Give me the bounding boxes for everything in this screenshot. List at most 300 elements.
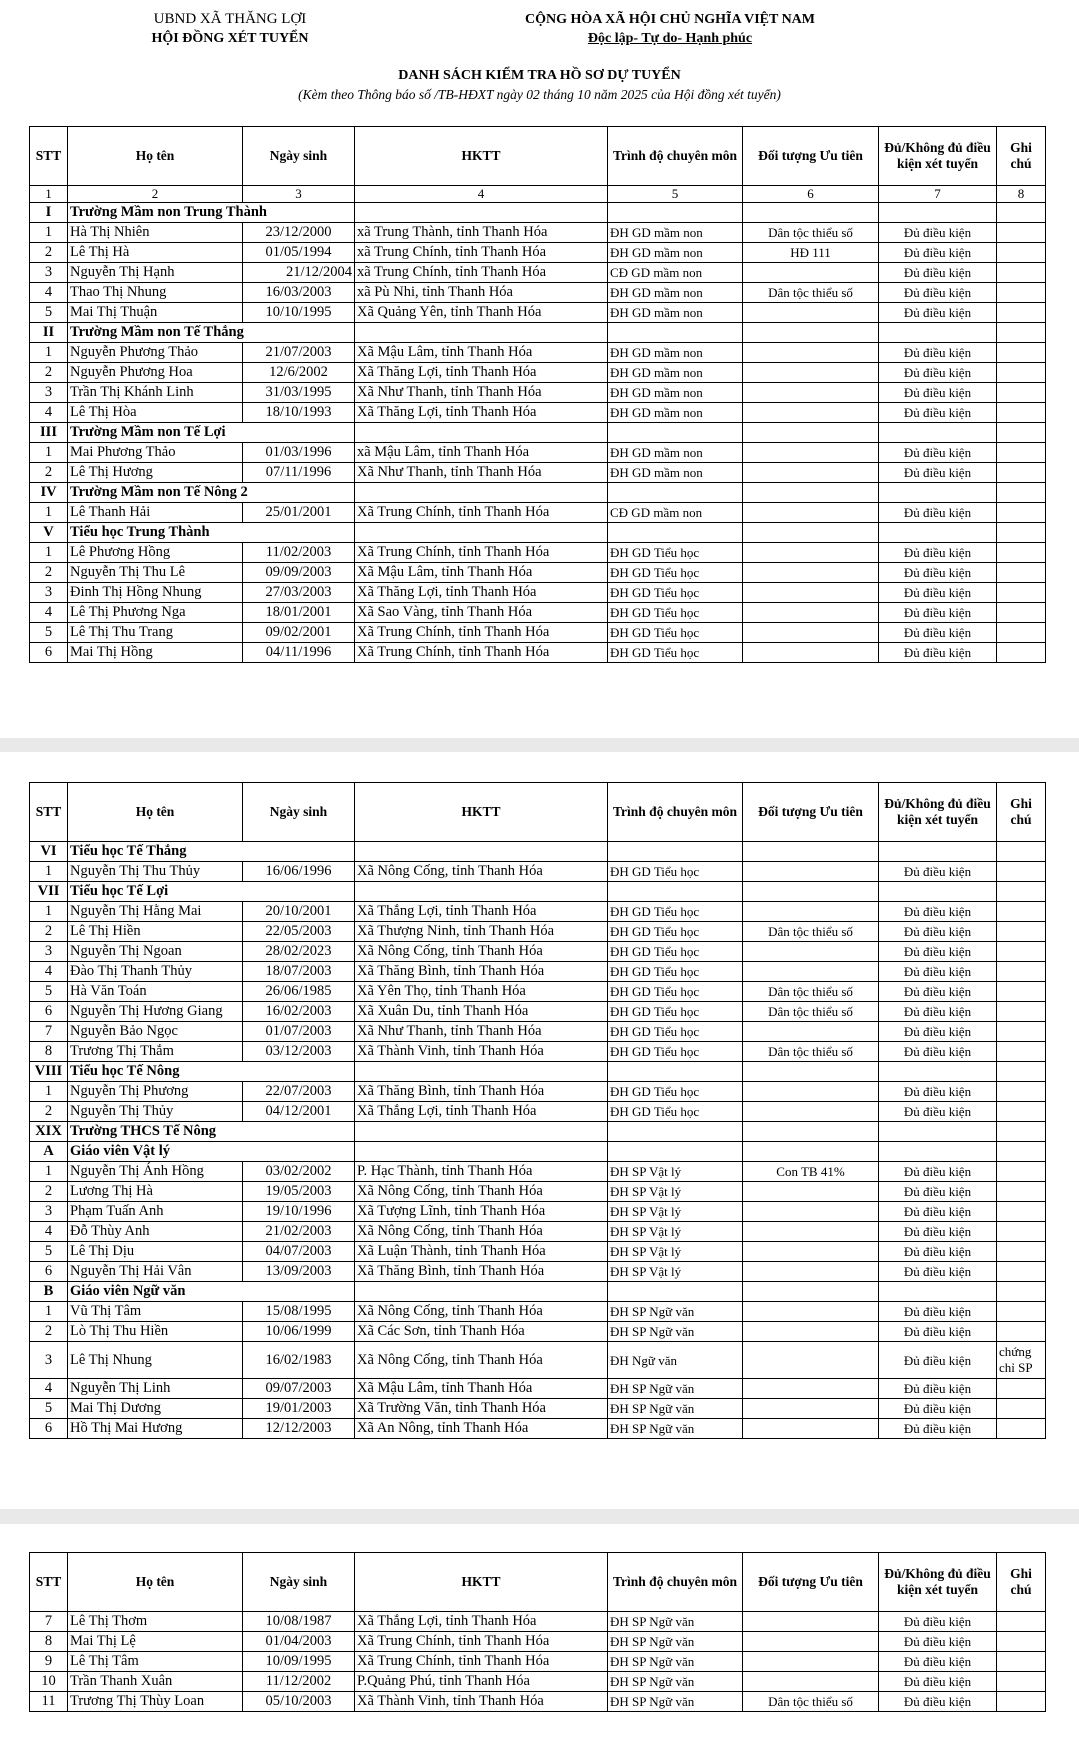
note-cell [997,1222,1046,1242]
eligibility-cell: Đủ điều kiện [879,303,997,323]
section-number: IV [30,483,68,503]
dob-cell: 09/02/2001 [243,623,355,643]
address-cell: Xã Xuân Du, tỉnh Thanh Hóa [355,1002,608,1022]
table-row [30,283,1046,303]
eligibility-cell: Đủ điều kiện [879,1242,997,1262]
eligibility-cell: Đủ điều kiện [879,383,997,403]
section-title: Tiểu học Tế Lợi [68,882,355,902]
empty-cell [355,882,608,902]
address-cell: Xã Thăng Bình, tỉnh Thanh Hóa [355,1262,608,1282]
address-cell: Xã Yên Thọ, tỉnh Thanh Hóa [355,982,608,1002]
table-row [30,982,1046,1002]
section-number: VII [30,882,68,902]
section-title: Giáo viên Ngữ văn [68,1282,355,1302]
section-row [30,1142,1046,1162]
empty-cell [608,1142,743,1162]
table-row [30,643,1046,663]
note-cell [997,1302,1046,1322]
dob-cell: 09/07/2003 [243,1379,355,1399]
name-cell: Lê Thị Hương [68,463,243,483]
qualification-cell: ĐH SP Ngữ văn [608,1652,743,1672]
empty-cell [608,882,743,902]
note-cell [997,1102,1046,1122]
qualification-cell: ĐH GD Tiểu học [608,962,743,982]
priority-cell [743,1022,879,1042]
empty-cell [879,1122,997,1142]
address-cell: Xã Trung Chính, tỉnh Thanh Hóa [355,623,608,643]
eligibility-cell: Đủ điều kiện [879,623,997,643]
stt-cell: 7 [30,1612,68,1632]
priority-cell [743,1652,879,1672]
address-cell: Xã Trung Chính, tỉnh Thanh Hóa [355,543,608,563]
qualification-cell: ĐH GD mầm non [608,443,743,463]
dob-cell: 20/10/2001 [243,902,355,922]
name-cell: Lê Thị Hà [68,243,243,263]
qualification-cell: ĐH GD Tiểu học [608,862,743,882]
priority-cell [743,1302,879,1322]
note-cell [997,643,1046,663]
stt-cell: 3 [30,383,68,403]
stt-cell: 6 [30,643,68,663]
qualification-cell: ĐH SP Ngữ văn [608,1302,743,1322]
empty-cell [608,523,743,543]
stt-cell: 2 [30,363,68,383]
priority-cell [743,463,879,483]
note-cell [997,303,1046,323]
note-cell [997,263,1046,283]
column-number-row [30,186,1046,203]
address-cell: Xã Thăng Bình, tỉnh Thanh Hóa [355,1082,608,1102]
address-cell: Xã Thành Vinh, tỉnh Thanh Hóa [355,1042,608,1062]
priority-cell: HĐ 111 [743,243,879,263]
table-row [30,1082,1046,1102]
note-cell [997,1182,1046,1202]
dob-cell: 19/10/1996 [243,1202,355,1222]
note-cell [997,1322,1046,1342]
dob-cell: 10/09/1995 [243,1652,355,1672]
qualification-cell: ĐH SP Vật lý [608,1242,743,1262]
stt-cell: 3 [30,583,68,603]
column-header-7: Đủ/Không đủ điều kiện xét tuyển [879,127,997,186]
name-cell: Nguyễn Thị Linh [68,1379,243,1399]
note-cell [997,1082,1046,1102]
eligibility-cell: Đủ điều kiện [879,463,997,483]
column-header-3: Ngày sinh [243,783,355,842]
priority-cell [743,603,879,623]
name-cell: Mai Thị Lệ [68,1632,243,1652]
note-cell [997,363,1046,383]
priority-cell [743,1322,879,1342]
section-row [30,1062,1046,1082]
stt-cell: 1 [30,503,68,523]
name-cell: Nguyễn Thị Hằng Mai [68,902,243,922]
priority-cell [743,1379,879,1399]
priority-cell: Dân tộc thiểu số [743,283,879,303]
empty-cell [997,842,1046,862]
stt-cell: 1 [30,1162,68,1182]
table-row [30,383,1046,403]
name-cell: Nguyễn Phương Thảo [68,343,243,363]
name-cell: Trương Thị Thùy Loan [68,1692,243,1712]
eligibility-cell: Đủ điều kiện [879,1082,997,1102]
priority-cell: Dân tộc thiểu số [743,922,879,942]
note-cell [997,1652,1046,1672]
eligibility-cell: Đủ điều kiện [879,1042,997,1062]
priority-cell [743,383,879,403]
priority-cell [743,1182,879,1202]
qualification-cell: ĐH GD mầm non [608,223,743,243]
dob-cell: 04/07/2003 [243,1242,355,1262]
section-row [30,483,1046,503]
section-row [30,1282,1046,1302]
qualification-cell: ĐH SP Vật lý [608,1262,743,1282]
note-cell [997,603,1046,623]
address-cell: Xã Mậu Lâm, tỉnh Thanh Hóa [355,1379,608,1399]
column-header-3: Ngày sinh [243,127,355,186]
empty-cell [743,1122,879,1142]
note-cell [997,1162,1046,1182]
address-cell: Xã Trường Văn, tỉnh Thanh Hóa [355,1399,608,1419]
empty-cell [879,842,997,862]
empty-cell [743,203,879,223]
name-cell: Hồ Thị Mai Hương [68,1419,243,1439]
table-row [30,922,1046,942]
empty-cell [355,842,608,862]
note-cell [997,583,1046,603]
priority-cell [743,1419,879,1439]
priority-cell [743,1222,879,1242]
empty-cell [997,1122,1046,1142]
column-header-8: Ghi chú [997,127,1046,186]
document-page-3 [0,1524,1079,1741]
qualification-cell: ĐH GD Tiểu học [608,902,743,922]
table-row [30,563,1046,583]
dob-cell: 22/05/2003 [243,922,355,942]
address-cell: Xã Thăng Lợi, tỉnh Thanh Hóa [355,403,608,423]
dob-cell: 18/07/2003 [243,962,355,982]
section-row [30,842,1046,862]
dob-cell: 05/10/2003 [243,1692,355,1712]
qualification-cell: ĐH GD Tiểu học [608,1042,743,1062]
section-number: VI [30,842,68,862]
document-subtitle: (Kèm theo Thông báo số /TB-HĐXT ngày 02 tháng 10 năm 2025 của Hội đồng xét tuyển) [298,87,781,102]
eligibility-cell: Đủ điều kiện [879,1182,997,1202]
priority-cell: Dân tộc thiểu số [743,1692,879,1712]
stt-cell: 5 [30,623,68,643]
eligibility-cell: Đủ điều kiện [879,563,997,583]
header-row [30,127,1046,186]
column-header-2: Họ tên [68,127,243,186]
name-cell: Đào Thị Thanh Thủy [68,962,243,982]
name-cell: Thao Thị Nhung [68,283,243,303]
qualification-cell: ĐH SP Ngữ văn [608,1612,743,1632]
table-row [30,1342,1046,1379]
empty-cell [355,203,608,223]
address-cell: Xã Mậu Lâm, tỉnh Thanh Hóa [355,343,608,363]
stt-cell: 4 [30,403,68,423]
stt-cell: 4 [30,603,68,623]
address-cell: Xã Nông Cống, tỉnh Thanh Hóa [355,1342,608,1379]
empty-cell [879,323,997,343]
note-cell [997,922,1046,942]
dob-cell: 26/06/1985 [243,982,355,1002]
stt-cell: 1 [30,1302,68,1322]
qualification-cell: ĐH GD Tiểu học [608,583,743,603]
name-cell: Nguyễn Thị Thu Thủy [68,862,243,882]
table-row [30,1419,1046,1439]
section-title: Giáo viên Vật lý [68,1142,355,1162]
note-cell [997,443,1046,463]
empty-cell [743,842,879,862]
priority-cell [743,1672,879,1692]
name-cell: Lê Thị Nhung [68,1342,243,1379]
name-cell: Nguyễn Bảo Ngọc [68,1022,243,1042]
stt-cell: 2 [30,463,68,483]
column-header-2: Họ tên [68,1553,243,1612]
note-cell [997,1399,1046,1419]
qualification-cell: ĐH GD Tiểu học [608,1002,743,1022]
eligibility-cell: Đủ điều kiện [879,902,997,922]
note-cell [997,463,1046,483]
table-row [30,902,1046,922]
eligibility-cell: Đủ điều kiện [879,862,997,882]
stt-cell: 9 [30,1652,68,1672]
table-row [30,243,1046,263]
priority-cell [743,503,879,523]
name-cell: Lê Thanh Hải [68,503,243,523]
address-cell: Xã Thượng Ninh, tỉnh Thanh Hóa [355,922,608,942]
priority-cell: Dân tộc thiểu số [743,982,879,1002]
eligibility-cell: Đủ điều kiện [879,503,997,523]
address-cell: Xã Thắng Lợi, tỉnh Thanh Hóa [355,1612,608,1632]
address-cell: P.Quảng Phú, tỉnh Thanh Hóa [355,1672,608,1692]
stt-cell: 1 [30,343,68,363]
column-header-6: Đối tượng Ưu tiên [743,1553,879,1612]
stt-cell: 2 [30,563,68,583]
priority-cell [743,563,879,583]
dob-cell: 25/01/2001 [243,503,355,523]
header-row [30,783,1046,842]
section-title: Trường Mầm non Tế Thắng [68,323,355,343]
eligibility-cell: Đủ điều kiện [879,443,997,463]
stt-cell: 6 [30,1419,68,1439]
column-header-8: Ghi chú [997,1553,1046,1612]
empty-cell [879,203,997,223]
eligibility-cell: Đủ điều kiện [879,1419,997,1439]
priority-cell [743,303,879,323]
address-cell: Xã Trung Chính, tỉnh Thanh Hóa [355,1632,608,1652]
column-number: 5 [608,186,743,203]
eligibility-cell: Đủ điều kiện [879,922,997,942]
column-header-1: STT [30,783,68,842]
table-row [30,1302,1046,1322]
dob-cell: 16/02/2003 [243,1002,355,1022]
dob-cell: 03/02/2002 [243,1162,355,1182]
name-cell: Trương Thị Thắm [68,1042,243,1062]
dob-cell: 01/03/1996 [243,443,355,463]
stt-cell: 1 [30,862,68,882]
qualification-cell: ĐH GD mầm non [608,383,743,403]
section-number: I [30,203,68,223]
note-cell [997,1042,1046,1062]
dob-cell: 04/11/1996 [243,643,355,663]
dob-cell: 16/03/2003 [243,283,355,303]
document-page-2 [0,752,1079,1509]
note-cell [997,403,1046,423]
table-row [30,363,1046,383]
note-cell [997,543,1046,563]
address-cell: Xã Nông Cống, tỉnh Thanh Hóa [355,942,608,962]
name-cell: Mai Thị Dương [68,1399,243,1419]
stt-cell: 7 [30,1022,68,1042]
empty-cell [879,1142,997,1162]
priority-cell [743,363,879,383]
empty-cell [997,1062,1046,1082]
eligibility-cell: Đủ điều kiện [879,1162,997,1182]
note-cell [997,1202,1046,1222]
name-cell: Hà Văn Toán [68,982,243,1002]
dob-cell: 19/01/2003 [243,1399,355,1419]
priority-cell [743,583,879,603]
table-row [30,1672,1046,1692]
qualification-cell: ĐH SP Ngữ văn [608,1672,743,1692]
qualification-cell: ĐH GD Tiểu học [608,643,743,663]
eligibility-cell: Đủ điều kiện [879,1202,997,1222]
qualification-cell: ĐH SP Ngữ văn [608,1419,743,1439]
empty-cell [997,1142,1046,1162]
name-cell: Nguyễn Phương Hoa [68,363,243,383]
section-title: Tiểu học Tế Nông [68,1062,355,1082]
section-number: V [30,523,68,543]
empty-cell [608,203,743,223]
table-row [30,1182,1046,1202]
eligibility-cell: Đủ điều kiện [879,1222,997,1242]
stt-cell: 4 [30,283,68,303]
note-cell [997,1022,1046,1042]
note-cell [997,503,1046,523]
eligibility-cell: Đủ điều kiện [879,982,997,1002]
section-title: Tiểu học Trung Thành [68,523,355,543]
eligibility-cell: Đủ điều kiện [879,1379,997,1399]
empty-cell [608,1122,743,1142]
eligibility-cell: Đủ điều kiện [879,343,997,363]
eligibility-cell: Đủ điều kiện [879,1322,997,1342]
note-cell [997,343,1046,363]
note-cell [997,962,1046,982]
column-number: 4 [355,186,608,203]
address-cell: Xã Nông Cống, tỉnh Thanh Hóa [355,862,608,882]
qualification-cell: ĐH GD mầm non [608,363,743,383]
qualification-cell: ĐH SP Ngữ văn [608,1692,743,1712]
address-cell: Xã Như Thanh, tỉnh Thanh Hóa [355,1022,608,1042]
name-cell: Nguyễn Thị Hải Vân [68,1262,243,1282]
column-header-4: HKTT [355,1553,608,1612]
eligibility-cell: Đủ điều kiện [879,1632,997,1652]
empty-cell [355,1282,608,1302]
table-row [30,1632,1046,1652]
eligibility-cell: Đủ điều kiện [879,583,997,603]
name-cell: Mai Thị Hồng [68,643,243,663]
qualification-cell: ĐH GD Tiểu học [608,1082,743,1102]
table-row [30,403,1046,423]
qualification-cell: ĐH SP Ngữ văn [608,1632,743,1652]
section-title: Trường Mầm non Tế Lợi [68,423,355,443]
dob-cell: 10/10/1995 [243,303,355,323]
name-cell: Nguyễn Thị Ánh Hồng [68,1162,243,1182]
address-cell: Xã Như Thanh, tỉnh Thanh Hóa [355,383,608,403]
stt-cell: 4 [30,962,68,982]
empty-cell [997,1282,1046,1302]
empty-cell [879,483,997,503]
note-cell [997,223,1046,243]
stt-cell: 2 [30,243,68,263]
dob-cell: 10/06/1999 [243,1322,355,1342]
address-cell: Xã Các Sơn, tỉnh Thanh Hóa [355,1322,608,1342]
stt-cell: 3 [30,1202,68,1222]
table-row [30,1042,1046,1062]
dob-cell: 11/02/2003 [243,543,355,563]
stt-cell: 4 [30,1379,68,1399]
qualification-cell: CĐ GD mầm non [608,263,743,283]
address-cell: Xã Như Thanh, tỉnh Thanh Hóa [355,463,608,483]
stt-cell: 6 [30,1262,68,1282]
name-cell: Lê Thị Tâm [68,1652,243,1672]
address-cell: Xã Thắng Lợi, tỉnh Thanh Hóa [355,902,608,922]
address-cell: Xã Sao Vàng, tỉnh Thanh Hóa [355,603,608,623]
stt-cell: 2 [30,1322,68,1342]
section-row [30,423,1046,443]
stt-cell: 1 [30,223,68,243]
column-header-6: Đối tượng Ưu tiên [743,783,879,842]
section-number: XIX [30,1122,68,1142]
priority-cell [743,1262,879,1282]
name-cell: Mai Thị Thuận [68,303,243,323]
section-number: A [30,1142,68,1162]
qualification-cell: ĐH SP Vật lý [608,1182,743,1202]
table-row [30,343,1046,363]
dob-cell: 07/11/1996 [243,463,355,483]
address-cell: Xã Thăng Lợi, tỉnh Thanh Hóa [355,363,608,383]
eligibility-cell: Đủ điều kiện [879,1262,997,1282]
priority-cell [743,1202,879,1222]
empty-cell [879,523,997,543]
note-cell [997,1262,1046,1282]
qualification-cell: ĐH GD Tiểu học [608,563,743,583]
empty-cell [355,1062,608,1082]
section-number: VIII [30,1062,68,1082]
stt-cell: 3 [30,942,68,962]
address-cell: Xã Thắng Lợi, tỉnh Thanh Hóa [355,1102,608,1122]
section-number: B [30,1282,68,1302]
table-row [30,583,1046,603]
priority-cell [743,623,879,643]
dob-cell: 28/02/2023 [243,942,355,962]
name-cell: Lê Thị Hòa [68,403,243,423]
eligibility-cell: Đủ điều kiện [879,1692,997,1712]
empty-cell [608,423,743,443]
eligibility-cell: Đủ điều kiện [879,962,997,982]
note-cell [997,563,1046,583]
section-title: Tiểu học Tế Thắng [68,842,355,862]
column-header-7: Đủ/Không đủ điều kiện xét tuyển [879,1553,997,1612]
dob-cell: 21/12/2004 [243,263,355,283]
address-cell: Xã Thăng Lợi, tỉnh Thanh Hóa [355,583,608,603]
eligibility-cell: Đủ điều kiện [879,243,997,263]
empty-cell [355,483,608,503]
empty-cell [355,423,608,443]
empty-cell [997,203,1046,223]
dob-cell: 13/09/2003 [243,1262,355,1282]
